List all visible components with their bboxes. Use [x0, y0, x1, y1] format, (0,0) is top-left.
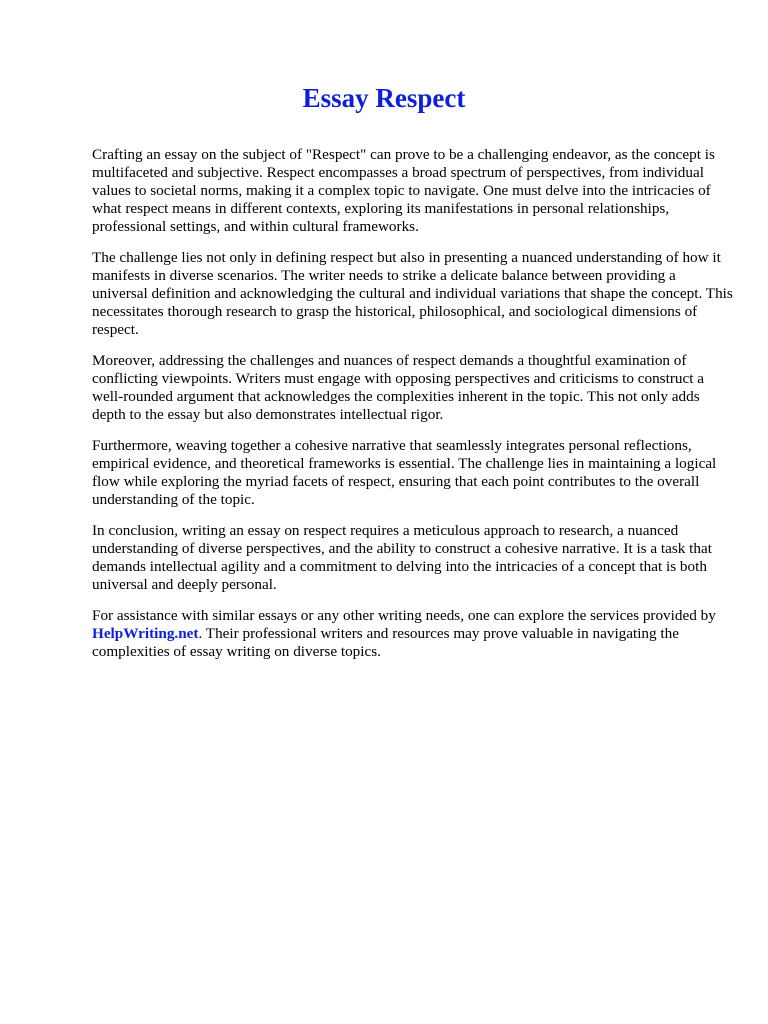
closing-text-after-link: . Their professional writers and resources may prove valuable in navigating the complexities of essay writing on diverse topics. [92, 625, 679, 660]
paragraph-3: Moreover, addressing the challenges and nuances of respect demands a thoughtful examination of conflicting viewpoints. Writers must engage with opposing perspectives and criticisms to construct a well-rounded argument that acknowledges the complexities inherent in the topic. This not only adds depth to the essay but also demonstrates intellectual rigor. [92, 352, 704, 423]
document-title: Essay Respect [302, 83, 466, 113]
paragraph-1: Crafting an essay on the subject of "Respect" can prove to be a challenging endeavor, as the concept is multifaceted and subjective. Respect encompasses a broad spectrum of perspectives, from individual values to societal norms, making it a complex topic to navigate. One must delve into the intricacies of what respect means in different contexts, exploring its manifestations in personal relationships, professional settings, and within cultural frameworks. [92, 146, 715, 235]
closing-paragraph [92, 607, 734, 661]
paragraph-4: Furthermore, weaving together a cohesive narrative that seamlessly integrates personal reflections, empirical evidence, and theoretical frameworks is essential. The challenge lies in maintaining a logical flow while exploring the myriad facets of respect, ensuring that each point contributes to the overall understanding of the topic. [92, 437, 717, 508]
paragraph-5: In conclusion, writing an essay on respect requires a meticulous approach to research, a nuanced understanding of diverse perspectives, and the ability to construct a cohesive narrative. It is a task that demands intellectual agility and a commitment to delving into the intricacies of a concept that is both universal and deeply personal. [92, 522, 712, 593]
document-body [92, 146, 734, 674]
helpwriting-link[interactable]: HelpWriting.net [92, 625, 199, 642]
closing-text-before-link: For assistance with similar essays or any other writing needs, one can explore the services provided by [92, 607, 716, 624]
paragraph-2: The challenge lies not only in defining respect but also in presenting a nuanced understanding of how it manifests in diverse scenarios. The writer needs to strike a delicate balance between providing a universal definition and acknowledging the cultural and individual variations that shape the concept. This necessitates thorough research to grasp the historical, philosophical, and sociological dimensions of respect. [92, 249, 733, 338]
